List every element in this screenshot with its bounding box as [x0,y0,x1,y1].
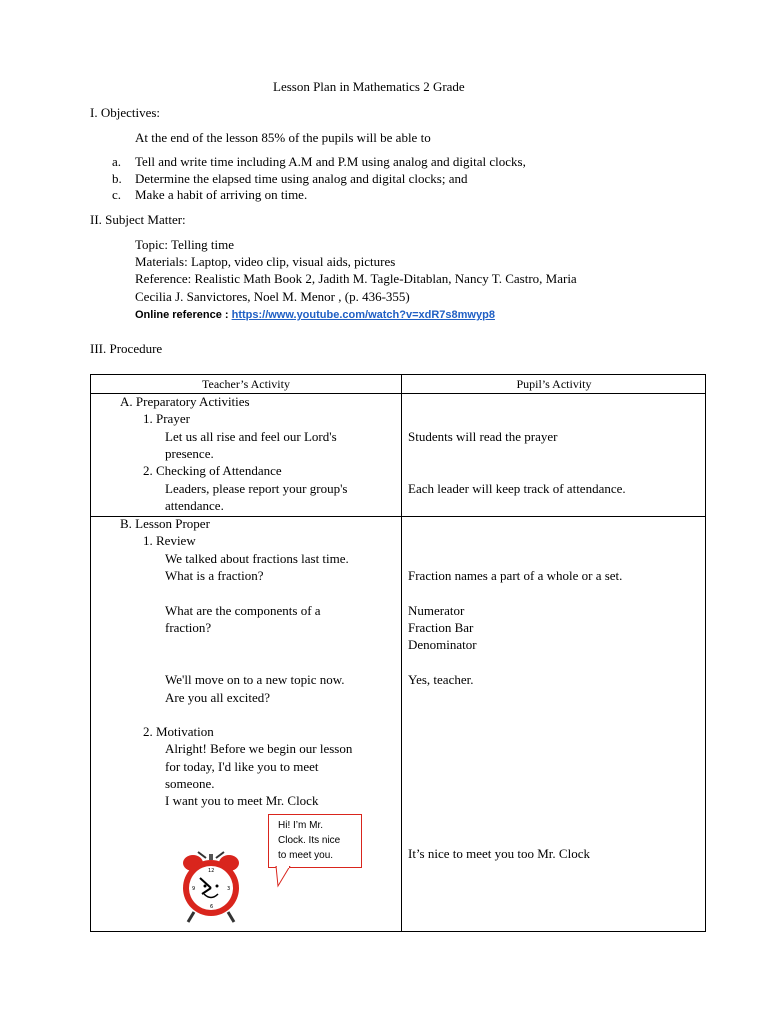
objective-c: Make a habit of arriving on time. [135,187,308,202]
subject-matter-heading: II. Subject Matter: [90,212,186,227]
review-text-3: What are the components of a [165,603,321,618]
speech-bubble [268,814,362,868]
objective-marker-a: a. [112,154,122,169]
pupil-column-header: Pupil’s Activity [516,377,592,391]
motivation-pupil: It’s nice to meet you too Mr. Clock [408,846,590,861]
objective-b: Determine the elapsed time using analog and digital clocks; and [135,171,468,186]
reference-line-1: Reference: Realistic Math Book 2, Jadith M. Tagle-Ditablan, Nancy T. Castro, Maria [135,271,577,286]
table-column-divider [401,375,402,931]
review-text-4: fraction? [165,620,212,635]
section-a-label: A. Preparatory Activities [120,394,250,409]
bubble-line-2: Clock. Its nice [278,835,341,846]
materials: Materials: Laptop, video clip, visual aids, pictures [135,254,396,269]
section-b-label: B. Lesson Proper [120,516,210,531]
motivation-text-3: someone. [165,776,215,791]
topic: Topic: Telling time [135,237,235,252]
review-text-5: We'll move on to a new topic now. [165,672,345,687]
speech-bubble-tail [268,866,308,890]
alarm-clock-icon [176,850,246,924]
review-pupil-4: Denominator [408,637,477,652]
objective-a: Tell and write time including A.M and P.M using analog and digital clocks, [135,154,526,169]
objectives-intro: At the end of the lesson 85% of the pupils will be able to [135,130,431,145]
attendance-pupil: Each leader will keep track of attendance. [408,481,626,496]
procedure-heading: III. Procedure [90,341,163,356]
review-text-1: We talked about fractions last time. [165,551,349,566]
motivation-text-1: Alright! Before we begin our lesson [165,741,353,756]
motivation-label: 2. Motivation [143,724,214,739]
attendance-text-1: Leaders, please report your group's [165,481,348,496]
bubble-line-1: Hi! I’m Mr. [278,820,323,831]
attendance-label: 2. Checking of Attendance [143,463,282,478]
online-reference-link[interactable]: https://www.youtube.com/watch?v=xdR7s8mwyp8 [231,309,495,321]
page-title: Lesson Plan in Mathematics 2 Grade [273,79,465,94]
objective-marker-b: b. [112,171,122,186]
online-reference-label: Online reference : [135,309,232,321]
motivation-text-4: I want you to meet Mr. Clock [165,793,319,808]
svg-text:9: 9 [192,886,196,892]
prayer-pupil: Students will read the prayer [408,429,558,444]
prayer-text-2: presence. [165,446,214,461]
attendance-text-2: attendance. [165,498,224,513]
review-text-6: Are you all excited? [165,690,271,705]
review-pupil-3: Fraction Bar [408,620,474,635]
objective-marker-c: c. [112,187,122,202]
review-pupil-5: Yes, teacher. [408,672,474,687]
review-text-2: What is a fraction? [165,568,264,583]
svg-text:3: 3 [227,886,231,892]
review-pupil-2: Numerator [408,603,465,618]
bubble-line-3: to meet you. [278,850,334,861]
prayer-text-1: Let us all rise and feel our Lord's [165,429,337,444]
objectives-heading: I. Objectives: [90,105,161,120]
teacher-column-header: Teacher’s Activity [202,377,290,391]
prayer-label: 1. Prayer [143,411,190,426]
online-reference [135,305,495,324]
reference-line-2: Cecilia J. Sanvictores, Noel M. Menor , (p. 436-355) [135,289,410,304]
svg-text:12: 12 [208,868,215,874]
review-label: 1. Review [143,533,196,548]
review-pupil-1: Fraction names a part of a whole or a set. [408,568,623,583]
motivation-text-2: for today, I'd like you to meet [165,759,319,774]
svg-text:6: 6 [210,904,214,910]
